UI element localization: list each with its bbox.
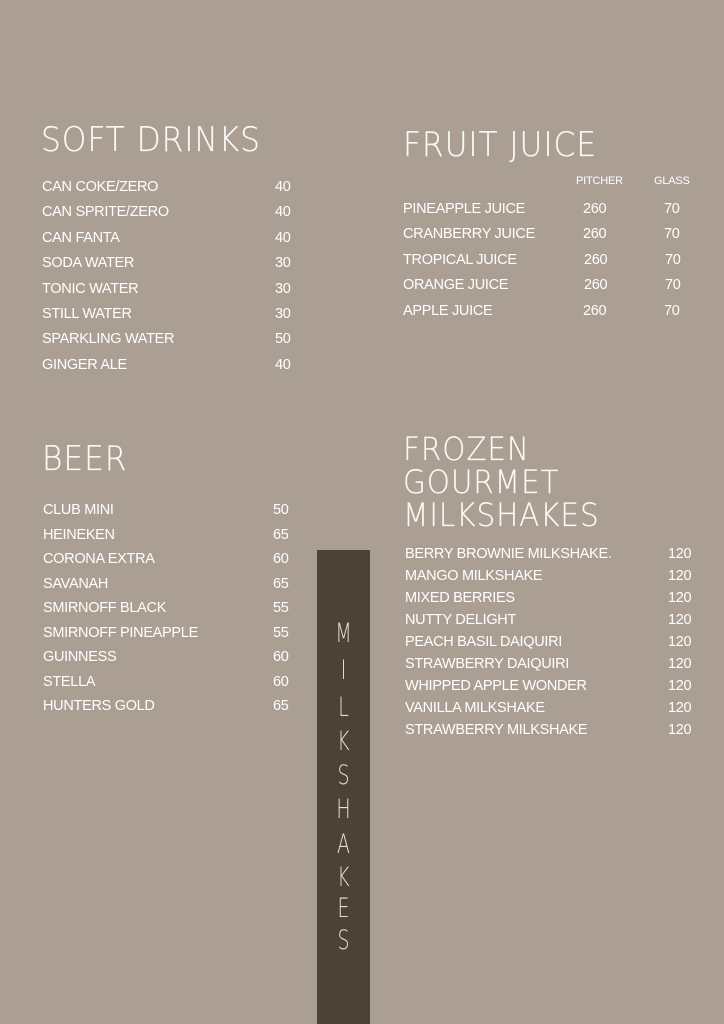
item-name: SODA WATER — [42, 255, 135, 272]
list-item — [42, 202, 296, 227]
item-name: PEACH BASIL DAIQUIRI — [405, 634, 563, 650]
item-price: 120 — [668, 568, 692, 584]
item-name: MIXED BERRIES — [405, 590, 515, 606]
milkshakes-title-line-1: FROZEN — [403, 430, 530, 468]
list-item — [405, 566, 695, 588]
list-item — [403, 250, 693, 275]
list-item — [43, 574, 297, 599]
item-name: GUINNESS — [43, 649, 117, 665]
item-price: 40 — [275, 229, 291, 246]
item-name: PINEAPPLE JUICE — [403, 201, 526, 217]
list-item — [42, 355, 296, 380]
banner-letter: M — [335, 618, 352, 649]
item-name: CRANBERRY JUICE — [403, 226, 535, 243]
item-name: NUTTY DELIGHT — [405, 612, 517, 628]
item-name: CLUB MINI — [43, 502, 114, 518]
soft-drinks-title: SOFT DRINKS — [41, 120, 261, 160]
banner-letter: K — [337, 726, 350, 757]
item-name: WHIPPED APPLE WONDER — [405, 678, 587, 694]
item-price: 30 — [275, 305, 291, 322]
item-name: TONIC WATER — [42, 280, 139, 297]
item-price: 55 — [273, 600, 289, 616]
list-item — [405, 720, 695, 742]
item-price: 120 — [668, 612, 692, 628]
glass-price: 70 — [664, 226, 680, 243]
item-name: STRAWBERRY MILKSHAKE — [405, 722, 588, 738]
item-name: SMIRNOFF PINEAPPLE — [43, 624, 198, 641]
list-item — [405, 610, 695, 632]
item-name: HUNTERS GOLD — [43, 698, 155, 714]
list-item — [43, 696, 297, 721]
item-price: 60 — [273, 673, 289, 690]
item-name: CORONA EXTRA — [43, 551, 155, 567]
item-name: STELLA — [43, 673, 96, 690]
list-item — [403, 224, 693, 249]
item-price: 55 — [273, 624, 289, 641]
item-price: 30 — [275, 255, 291, 272]
glass-column-header: GLASS — [654, 175, 690, 187]
item-price: 120 — [668, 634, 692, 650]
item-name: SPARKLING WATER — [42, 331, 175, 348]
list-item — [405, 544, 695, 566]
item-name: HEINEKEN — [43, 526, 115, 543]
item-name: SMIRNOFF BLACK — [43, 600, 167, 616]
item-price: 40 — [275, 356, 291, 373]
item-name: STILL WATER — [42, 305, 132, 322]
list-item — [405, 588, 695, 610]
item-price: 65 — [273, 575, 289, 592]
banner-letter: H — [336, 794, 351, 825]
item-name: VANILLA MILKSHAKE — [405, 700, 545, 716]
list-item — [43, 647, 297, 672]
item-name: CAN SPRITE/ZERO — [42, 204, 169, 221]
pitcher-column-header: PITCHER — [576, 175, 623, 187]
item-name: STRAWBERRY DAIQUIRI — [405, 656, 570, 672]
list-item — [403, 275, 693, 300]
list-item — [42, 329, 296, 354]
list-item — [42, 177, 296, 202]
list-item — [405, 632, 695, 654]
list-item — [43, 549, 297, 574]
list-item — [405, 654, 695, 676]
banner-letter: I — [340, 655, 347, 686]
item-name: BERRY BROWNIE MILKSHAKE. — [405, 546, 612, 562]
list-item — [43, 525, 297, 550]
item-name: CAN FANTA — [42, 229, 120, 246]
list-item — [43, 672, 297, 697]
item-price: 60 — [273, 649, 289, 665]
beer-list — [43, 500, 297, 721]
item-name: TROPICAL JUICE — [403, 251, 517, 268]
item-price: 30 — [275, 280, 291, 297]
pitcher-price: 260 — [584, 251, 608, 268]
list-item — [42, 228, 296, 253]
banner-letter: S — [337, 760, 350, 791]
beer-title: BEER — [42, 439, 128, 479]
item-price: 65 — [273, 526, 289, 543]
banner-letter: E — [337, 893, 350, 924]
item-price: 50 — [273, 502, 289, 518]
item-name: ORANGE JUICE — [403, 277, 509, 294]
milkshakes-title-line-2: GOURMET — [403, 463, 560, 501]
soft-drinks-list — [42, 177, 296, 380]
item-name: MANGO MILKSHAKE — [405, 568, 543, 584]
pitcher-price: 260 — [583, 226, 607, 243]
list-item — [43, 623, 297, 648]
pitcher-price: 260 — [583, 302, 607, 319]
list-item — [42, 279, 296, 304]
pitcher-price: 260 — [583, 201, 607, 217]
list-item — [405, 698, 695, 720]
list-item — [403, 199, 693, 224]
fruit-juice-title: FRUIT JUICE — [403, 125, 597, 165]
glass-price: 70 — [664, 201, 680, 217]
milkshakes-list — [405, 544, 695, 742]
item-price: 65 — [273, 698, 289, 714]
list-item — [42, 304, 296, 329]
item-price: 40 — [275, 179, 291, 195]
item-price: 50 — [275, 331, 291, 348]
item-price: 40 — [275, 204, 291, 221]
item-price: 120 — [668, 656, 692, 672]
glass-price: 70 — [664, 302, 680, 319]
item-name: APPLE JUICE — [403, 302, 493, 319]
fruit-juice-list — [403, 199, 693, 326]
list-item — [42, 253, 296, 278]
item-price: 120 — [668, 590, 692, 606]
item-name: SAVANAH — [43, 575, 109, 592]
item-price: 120 — [668, 700, 692, 716]
item-price: 120 — [668, 722, 692, 738]
milkshakes-title-line-3: MILKSHAKES — [403, 496, 600, 534]
banner-letter: A — [337, 829, 350, 860]
item-price: 60 — [273, 551, 289, 567]
list-item — [403, 301, 693, 326]
list-item — [405, 676, 695, 698]
list-item — [43, 598, 297, 623]
pitcher-price: 260 — [584, 277, 608, 294]
banner-letter: L — [338, 692, 349, 723]
item-price: 120 — [668, 678, 692, 694]
glass-price: 70 — [665, 277, 681, 294]
banner-letter: S — [337, 925, 350, 956]
list-item — [43, 500, 297, 525]
glass-price: 70 — [665, 251, 681, 268]
item-name: CAN COKE/ZERO — [42, 179, 159, 195]
milkshakes-vertical-banner — [317, 550, 370, 1024]
banner-letter: K — [337, 862, 350, 893]
item-name: GINGER ALE — [42, 356, 127, 373]
item-price: 120 — [668, 546, 692, 562]
